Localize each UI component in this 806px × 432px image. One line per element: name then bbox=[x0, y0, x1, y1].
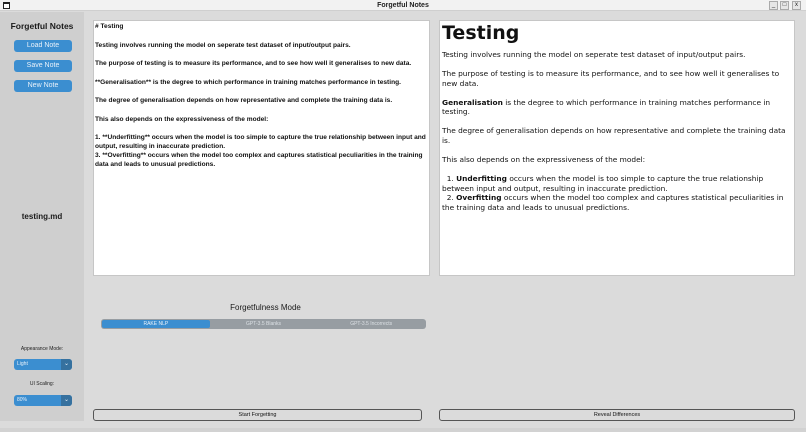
ui-scaling-value: 80% bbox=[17, 397, 28, 403]
editor-line: 3. **Overfitting** occurs when the model too complex and captures statistical peculiarities in the training data and leads to unusual predictions. bbox=[95, 152, 423, 168]
current-filename: testing.md bbox=[21, 212, 63, 221]
appearance-mode-label: Appearance Mode: bbox=[20, 346, 64, 352]
appearance-mode-value: Light bbox=[17, 361, 28, 367]
preview-bold-term: Generalisation bbox=[442, 97, 503, 107]
editor-line: 1. **Underfitting** occurs when the model is too simple to capture the true relationship between input and output, resulting in inaccurate prediction. bbox=[95, 134, 426, 150]
chevron-down-icon[interactable]: ⌄ bbox=[61, 395, 72, 406]
preview-list-item: 1. Underfitting occurs when the model is too simple to capture the true relationship between input and output, resulting in inaccurate prediction. bbox=[442, 174, 764, 193]
save-note-button[interactable]: Save Note bbox=[14, 60, 72, 72]
chevron-down-icon[interactable]: ⌄ bbox=[61, 359, 72, 370]
preview-paragraph: The purpose of testing is to measure its performance, and to see how well it generalises to new data. bbox=[442, 69, 780, 88]
maximize-button[interactable]: □ bbox=[780, 1, 789, 10]
load-note-button[interactable]: Load Note bbox=[14, 40, 72, 52]
mode-option-gpt-incorrects[interactable]: GPT-3.5 Incorrects bbox=[350, 321, 393, 327]
markdown-preview bbox=[439, 20, 795, 276]
new-note-button[interactable]: New Note bbox=[14, 80, 72, 92]
reveal-differences-button[interactable]: Reveal Differences bbox=[439, 409, 795, 421]
title-bar bbox=[0, 0, 806, 11]
close-button[interactable]: x bbox=[792, 1, 801, 10]
preview-paragraph: The degree of generalisation depends on how representative and complete the training data is. bbox=[442, 126, 786, 146]
markdown-editor[interactable] bbox=[93, 20, 430, 276]
editor-line: This also depends on the expressiveness of the model: bbox=[95, 115, 269, 123]
forgetfulness-mode-selector[interactable] bbox=[101, 319, 426, 329]
start-forgetting-button[interactable]: Start Forgetting bbox=[93, 409, 422, 421]
appearance-mode-dropdown[interactable] bbox=[14, 359, 72, 370]
editor-line: **Generalisation** is the degree to which performance in training matches performance in testing. bbox=[95, 78, 401, 86]
ui-scaling-label: UI Scaling: bbox=[29, 381, 55, 387]
editor-line: Testing involves running the model on seperate test dataset of input/output pairs. bbox=[95, 41, 351, 49]
preview-paragraph: Testing involves running the model on seperate test dataset of input/output pairs. bbox=[442, 50, 746, 59]
mode-option-rake-nlp[interactable]: RAKE NLP bbox=[102, 320, 210, 328]
bottom-edge bbox=[0, 428, 806, 432]
editor-line: The degree of generalisation depends on how representative and complete the training data is. bbox=[95, 97, 393, 104]
preview-paragraph: This also depends on the expressiveness of the model: bbox=[442, 155, 646, 165]
editor-line: The purpose of testing is to measure its performance, and to see how well it generalises to new data. bbox=[95, 60, 412, 67]
preview-list-item: 2. Overfitting occurs when the model too complex and captures statistical peculiarities in the training data and leads to unusual predictions. bbox=[442, 193, 784, 213]
preview-heading: Testing bbox=[442, 22, 520, 44]
sidebar bbox=[0, 12, 84, 421]
ui-scaling-dropdown[interactable] bbox=[14, 395, 72, 406]
forgetfulness-mode-title: Forgetfulness Mode bbox=[230, 303, 301, 312]
mode-option-gpt-blanks[interactable]: GPT-3.5 Blanks bbox=[246, 321, 282, 327]
preview-paragraph: Generalisation is the degree to which performance in training matches performance in testing. bbox=[442, 97, 771, 117]
minimize-button[interactable]: _ bbox=[769, 1, 778, 10]
editor-line: # Testing bbox=[95, 23, 124, 30]
window-title: Forgetful Notes bbox=[377, 2, 429, 9]
app-title: Forgetful Notes bbox=[10, 21, 74, 31]
